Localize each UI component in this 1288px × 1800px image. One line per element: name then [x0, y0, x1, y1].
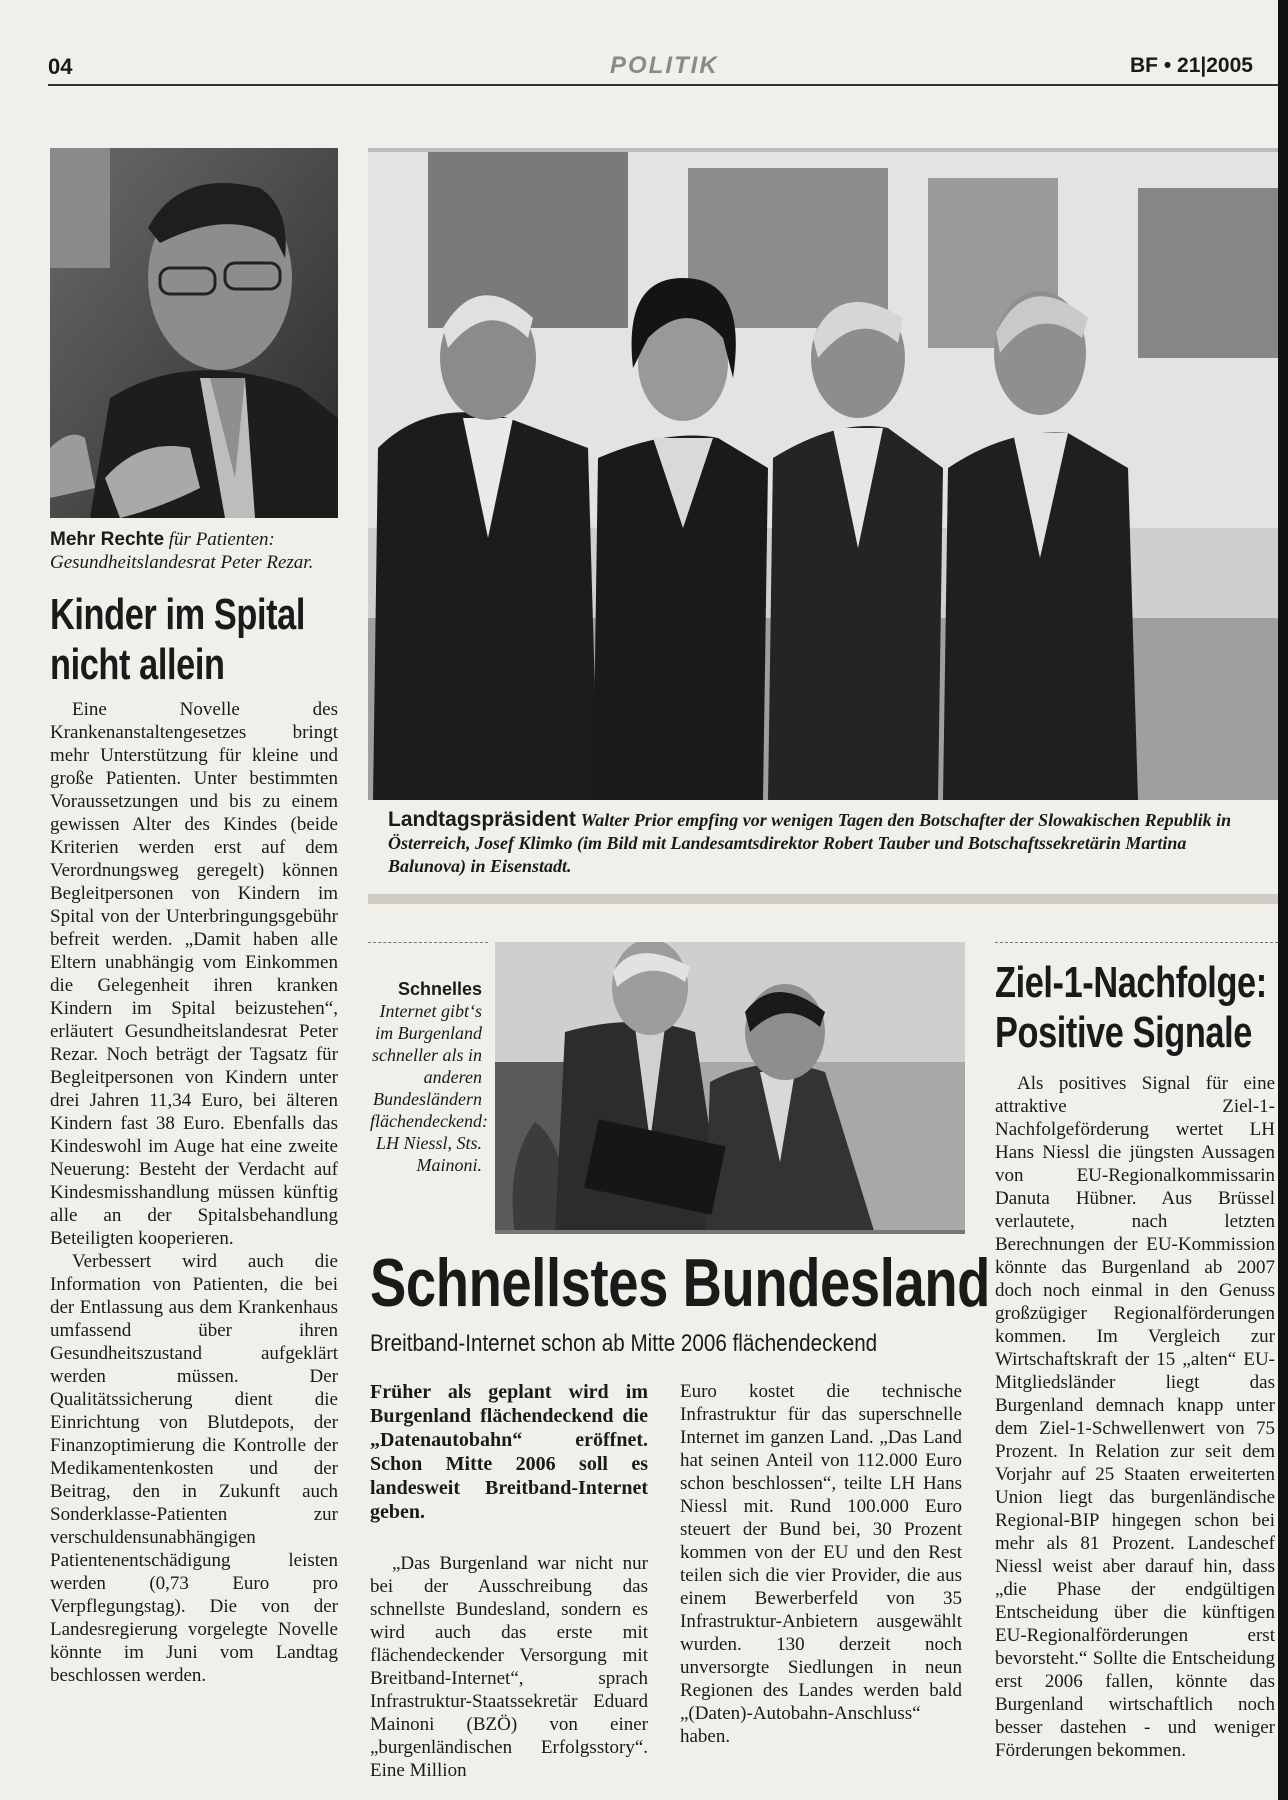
headline-kinder-line1: Kinder im Spital	[50, 590, 306, 639]
article-breitband-col1	[370, 1380, 648, 1782]
caption-lead: Landtagspräsident	[388, 808, 576, 831]
caption-text: Internet gibt‘s im Burgenland schneller als in anderen Bundesländern flächendeckend: LH Niessl, Sts. Mainoni.	[370, 1001, 488, 1175]
lead-paragraph: Früher als geplant wird im Burgenland flächendeckend die „Datenautobahn“ eröffnet. Schon Mitte 2006 soll es landesweit Breitband-Internet geben.	[370, 1381, 648, 1523]
paragraph: Eine Novelle des Krankenanstaltengesetzes bringt mehr Unterstützung für kleine und große Patienten. Unter bestimmten Voraussetzungen und bis zu einem gewissen Alter des Kindes (beide Kriterien werden erst auf dem Verordnungsweg geregelt) können Begleitpersonen von Kindern im Spital von der Unterbringungsgebühr befreit werden. „Damit haben alle Eltern unabhängig vom Einkommen die Gelegenheit ihren kranken Kindern im Spital beizustehen“, erläutert Gesundheitslandesrat Peter Rezar. Noch beträgt der Tagsatz für Begleitpersonen von Kindern unter drei Jahren 11,34 Euro, bei älteren Kindern fast 38 Euro. Ebenfalls das Kindeswohl im Auge hat eine zweite Neuerung: Besteht der Verdacht auf Kindesmisshandlung müssen künftig alle an der Spitalsbehandlung Beteiligten kooperieren.	[50, 699, 338, 1249]
dashed-rule	[368, 942, 488, 943]
subheadline-breitband: Breitband-Internet schon ab Mitte 2006 flächendeckend	[370, 1330, 878, 1357]
article-ziel-body	[995, 1072, 1275, 1762]
paragraph: „Das Burgenland war nicht nur bei der Ausschreibung das schnellste Bundesland, sondern es wird auch das erste mit flächendeckender Versorgung mit Breitband-Internet“, sprach Infrastruktur-Staatssekretär Eduard Mainoni (BZÖ) von einer „burgenländischen Erfolgsstory“. Eine Million	[370, 1553, 648, 1781]
photo-rezar	[50, 148, 338, 518]
page-edge	[1278, 0, 1288, 1800]
headline-breitband: Schnellstes Bundesland	[370, 1245, 990, 1321]
caption-text: für Patienten: Gesundheitslandesrat Peter Rezar.	[50, 529, 314, 573]
photo-group	[368, 148, 1278, 800]
paragraph: Als positives Signal für eine attraktive Ziel-1-Nachfolgeförderung wertet LH Hans Niessl die jüngsten Aussagen von EU-Regionalkommissarin Danuta Hübner. Aus Brüssel verlautete, nach letzten Berechnungen der EU-Kommission könnte das Burgenland ab 2007 doch noch einmal in den Genuss großzügiger Regionalförderungen kommen. Im Vergleich zur Wirtschaftskraft der 15 „alten“ EU-Mitgliedsländer liegt das Burgenland demnach knapp unter dem Ziel-1-Schwellenwert von 75 Prozent. In Relation zur seit dem Vorjahr auf 25 Staaten erweiterten Union liegt das burgenländische Regional-BIP hingegen schon bei mehr als 81 Prozent. Landeschef Niessl weist aber darauf hin, dass „die Phase der endgültigen Entscheidung über die künftigen EU-Regionalförderungen erst bevorsteht.“ Sollte die Entscheidung erst 2006 fallen, könnte das Burgenland wirtschaftlich noch besser dastehen - und weniger Förderungen bekommen.	[995, 1073, 1275, 1761]
caption-text: Walter Prior empfing vor wenigen Tagen den Botschafter der Slowakischen Republik in Österreich, Josef Klimko (im Bild mit Landesamtsdirektor Robert Tauber und Botschaftssekretärin Martina Balunova) in Eisenstadt.	[388, 810, 1232, 876]
headline-ziel-line2: Positive Signale	[995, 1008, 1252, 1057]
paragraph: Euro kostet die technische Infrastruktur für das superschnelle Internet im ganzen Land. „Das Land hat seinen Anteil von 112.000 Euro schon beschlossen“, teilte LH Hans Niessl mit. Rund 100.000 Euro steuert der Bund bei, 30 Prozent kommen von der EU und den Rest teilen sich die vier Provider, die aus einem Bewerberfeld von 35 Infrastruktur-Anbietern ausgewählt wurden. 130 derzeit noch unversorgte Siedlungen in neun Regionen des Landes werden bald „(Daten)-Autobahn-Anschluss“ haben.	[680, 1381, 962, 1747]
paragraph: Verbessert wird auch die Information von Patienten, die bei der Entlassung aus dem Krankenhaus umfassend über ihren Gesundheitszustand aufgeklärt werden müssen. Der Qualitätssicherung dient die Einrichtung von Blutdepots, der Finanzoptimierung die Kontrolle der Medikamentenkosten und der Beitrag, den in Zukunft auch Sonderklasse-Patienten zur verschuldensunabhängigen Patientenentschädigung leisten werden (0,73 Euro pro Verpflegungstag). Die von der Landesregierung vorgelegte Novelle könnte im Juni vom Landtag beschlossen werden.	[50, 1251, 338, 1686]
issue-label: BF • 21|2005	[1130, 54, 1253, 77]
photo-niessl	[495, 942, 965, 1234]
page-number: 04	[48, 54, 73, 79]
caption-shadow	[368, 894, 1278, 904]
header-rule	[48, 84, 1278, 86]
headline-kinder-line2: nicht allein	[50, 640, 225, 689]
dashed-rule	[995, 942, 1278, 943]
rezar-caption	[50, 528, 342, 574]
section-title: POLITIK	[610, 52, 719, 79]
article-breitband-col2	[680, 1380, 962, 1748]
caption-lead: Schnelles	[397, 979, 482, 999]
article-kinder-body	[50, 698, 338, 1687]
headline-ziel-line1: Ziel-1-Nachfolge:	[995, 958, 1267, 1007]
niessl-caption	[370, 978, 488, 1176]
group-caption	[388, 808, 1268, 878]
caption-lead: Mehr Rechte	[50, 529, 165, 550]
spacer	[370, 1524, 648, 1552]
